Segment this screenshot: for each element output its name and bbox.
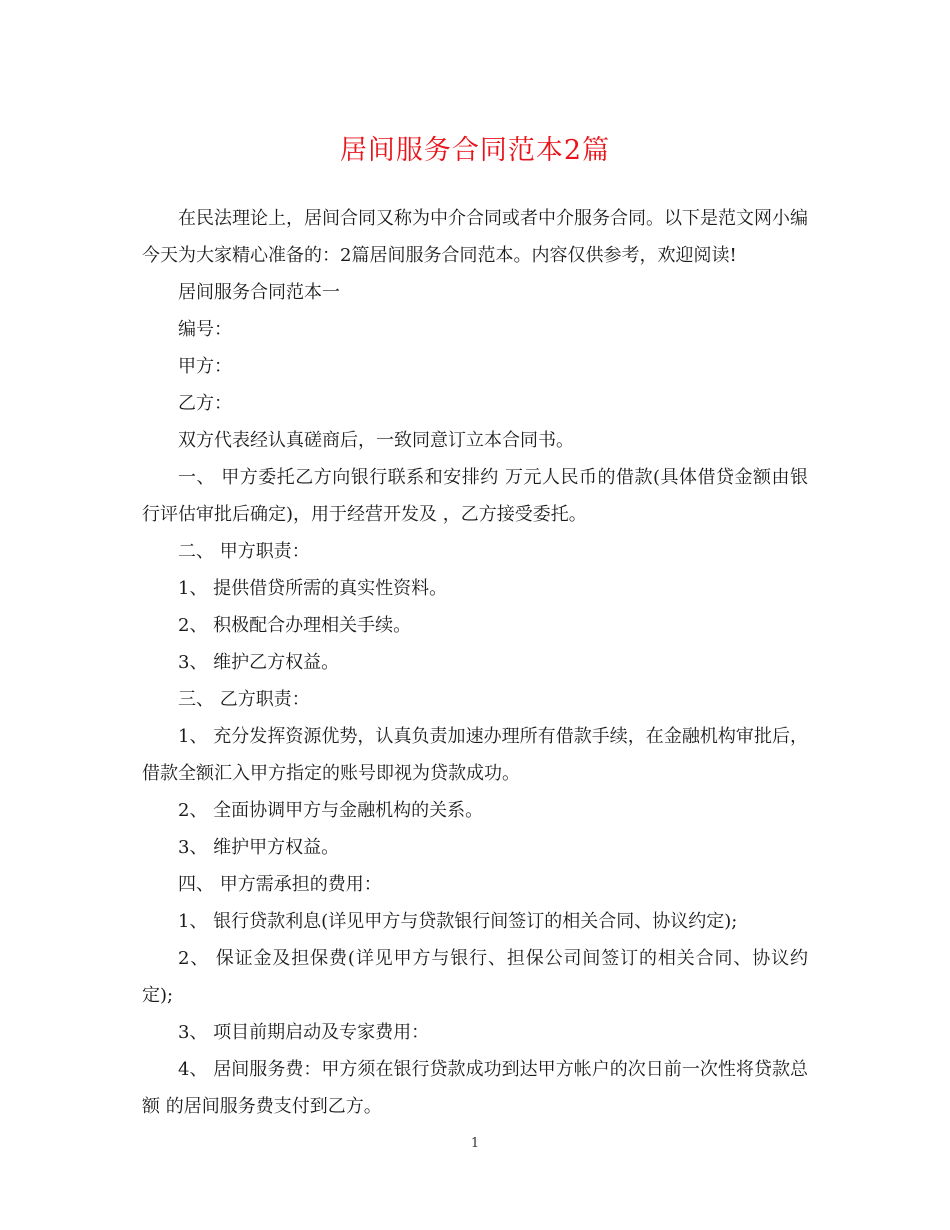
paragraph-clause-3-item-2: 2、 全面协调甲方与金融机构的关系。: [178, 800, 484, 821]
paragraph-clause-4-heading: 四、 甲方需承担的费用：: [178, 874, 382, 895]
paragraph-agreement: 双方代表经认真磋商后，一致同意订立本合同书。: [178, 430, 574, 451]
paragraph-clause-4-item-3: 3、 项目前期启动及专家费用：: [178, 1022, 430, 1043]
document-title: 居间服务合同范本2篇: [339, 135, 611, 166]
document-body: [142, 200, 808, 1125]
page-number: 1: [470, 1136, 480, 1151]
paragraph-clause-4-item-4: 4、 居间服务费：甲方须在银行贷款成功到达甲方帐户的次日前一次性将贷款总额 的居间服务费支付到乙方。: [142, 1059, 808, 1117]
paragraph-clause-2-item-2: 2、 积极配合办理相关手续。: [178, 615, 412, 636]
paragraph-clause-2-heading: 二、 甲方职责：: [178, 541, 310, 562]
paragraph-intro: 在民法理论上，居间合同又称为中介合同或者中介服务合同。以下是范文网小编今天为大家精心准备的：2篇居间服务合同范本。内容仅供参考，欢迎阅读!: [142, 208, 808, 266]
paragraph-number-field: 编号：: [178, 319, 232, 340]
paragraph-clause-3-item-3: 3、 维护甲方权益。: [178, 837, 340, 858]
paragraph-clause-1: 一、 甲方委托乙方向银行联系和安排约 万元人民币的借款(具体借贷金额由银行评估审批后确定)，用于经营开发及 ，乙方接受委托。: [142, 467, 808, 525]
paragraph-contract-heading: 居间服务合同范本一: [178, 282, 340, 303]
paragraph-clause-3-item-1: 1、 充分发挥资源优势，认真负责加速办理所有借款手续，在金融机构审批后，借款全额汇入甲方指定的账号即视为贷款成功。: [142, 726, 808, 784]
paragraph-clause-4-item-2: 2、 保证金及担保费(详见甲方与银行、担保公司间签订的相关合同、协议约定);: [142, 948, 808, 1006]
paragraph-clause-2-item-1: 1、 提供借贷所需的真实性资料。: [178, 578, 448, 599]
paragraph-party-b: 乙方：: [178, 393, 232, 414]
paragraph-clause-3-heading: 三、 乙方职责：: [178, 689, 310, 710]
paragraph-clause-4-item-1: 1、 银行贷款利息(详见甲方与贷款银行间签订的相关合同、协议约定);: [178, 911, 738, 932]
paragraph-party-a: 甲方：: [178, 356, 232, 377]
paragraph-clause-2-item-3: 3、 维护乙方权益。: [178, 652, 340, 673]
